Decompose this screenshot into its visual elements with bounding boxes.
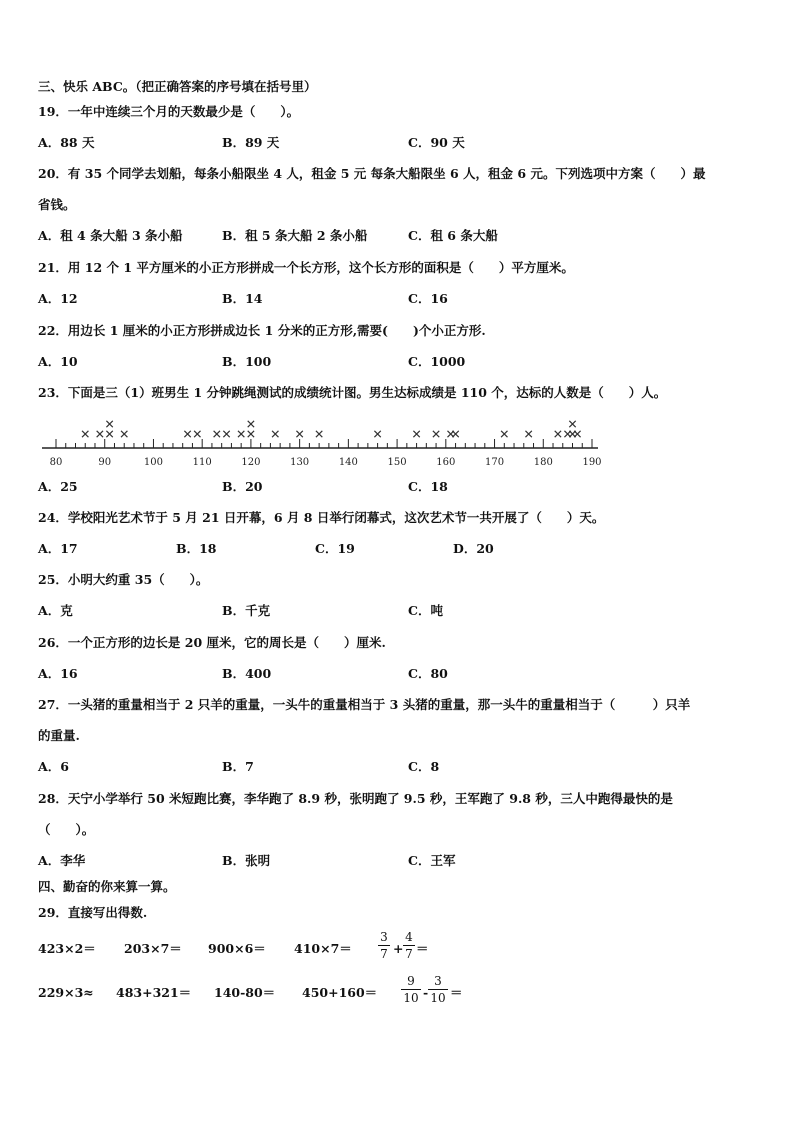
fraction-3-10 xyxy=(428,974,448,1005)
question-21-option-c: C．16 xyxy=(408,291,448,306)
tick-label: 110 xyxy=(192,457,212,468)
data-mark-x xyxy=(214,431,220,437)
calc-900x6: 900×6＝ xyxy=(208,941,266,956)
tick-label: 180 xyxy=(533,457,553,468)
question-27-option-b: B．7 xyxy=(222,759,254,774)
calc-410x7: 410×7＝ xyxy=(294,941,352,956)
question-20-stem-line1: 20．有 35 个同学去划船，每条小船限坐 4 人，租金 5 元 每条大船限坐 6 人，租金 6 元。下列选项中方案（ ）最 xyxy=(38,166,706,181)
question-24-option-a: A．17 xyxy=(38,541,78,556)
question-28-stem-line2: （ ）。 xyxy=(38,822,95,837)
tick-label: 170 xyxy=(484,457,505,468)
data-mark-x xyxy=(272,431,278,437)
question-22-option-c: C．1000 xyxy=(408,354,466,369)
data-mark-x xyxy=(452,431,458,437)
question-21-option-b: B．14 xyxy=(222,291,263,306)
calc-450+160: 450+160＝ xyxy=(302,985,378,1000)
fraction-9-10 xyxy=(401,974,421,1005)
question-26-option-b: B．400 xyxy=(222,666,272,681)
question-20-option-a: A．租 4 条大船 3 条小船 xyxy=(38,228,183,243)
question-25-option-b: B．千克 xyxy=(222,603,271,618)
calc-423x2: 423×2＝ xyxy=(38,941,96,956)
data-mark-x xyxy=(184,431,190,437)
minus-operator: - xyxy=(423,985,429,1000)
data-mark-x xyxy=(296,431,302,437)
calc-483+321: 483+321＝ xyxy=(116,985,192,1000)
data-mark-x xyxy=(106,421,112,427)
data-mark-x xyxy=(501,431,507,437)
calc-229x3: 229×3≈ xyxy=(38,985,94,1000)
equals-sign: ＝ xyxy=(416,941,429,956)
calc-140-80: 140-80＝ xyxy=(214,985,276,1000)
data-mark-x xyxy=(569,421,575,427)
fraction-4-7 xyxy=(403,930,415,961)
tick-label: 120 xyxy=(241,457,261,468)
calc-203x7: 203×7＝ xyxy=(124,941,182,956)
tick-label: 80 xyxy=(49,457,63,468)
question-22-option-a: A．10 xyxy=(38,354,78,369)
question-23-option-a: A．25 xyxy=(38,479,78,494)
question-27-option-a: A．6 xyxy=(38,759,69,774)
data-mark-x xyxy=(574,431,580,437)
question-21-stem: 21．用 12 个 1 平方厘米的小正方形拼成一个长方形，这个长方形的面积是（ ）平方厘米。 xyxy=(38,260,574,275)
question-22-stem: 22．用边长 1 厘米的小正方形拼成边长 1 分米的正方形,需要( )个小正方形. xyxy=(38,323,486,338)
question-21-option-a: A．12 xyxy=(38,291,78,306)
data-mark-x xyxy=(555,431,561,437)
question-20-option-b: B．租 5 条大船 2 条小船 xyxy=(222,228,368,243)
question-20-option-c: C．租 6 条大船 xyxy=(408,228,498,243)
question-19-option-b: B．89 天 xyxy=(222,135,280,150)
plus-operator: + xyxy=(393,941,404,956)
question-19-stem: 19．一年中连续三个月的天数最少是（ ）。 xyxy=(38,104,300,119)
data-mark-x xyxy=(433,431,439,437)
fraction-denominator: 10 xyxy=(403,991,419,1005)
question-19-option-a: A．88 天 xyxy=(38,135,95,150)
data-mark-x xyxy=(413,431,419,437)
tick-label: 130 xyxy=(290,457,310,468)
question-26-option-c: C．80 xyxy=(408,666,448,681)
section-3-title: 三、快乐 ABC。（把正确答案的序号填在括号里） xyxy=(38,79,317,94)
question-27-stem-line2: 的重量. xyxy=(38,728,80,743)
question-24-stem: 24．学校阳光艺术节于 5 月 21 日开幕，6 月 8 日举行闭幕式，这次艺术节一共开展了（ ）天。 xyxy=(38,510,605,525)
fraction-denominator: 10 xyxy=(430,991,446,1005)
question-24-option-d: D．20 xyxy=(453,541,494,556)
question-27-option-c: C．8 xyxy=(408,759,440,774)
question-28-option-b: B．张明 xyxy=(222,853,271,868)
question-29-stem: 29．直接写出得数. xyxy=(38,905,148,920)
fraction-3-7 xyxy=(378,930,390,961)
fraction-numerator: 4 xyxy=(405,930,413,944)
tick-label: 150 xyxy=(387,457,407,468)
data-mark-x xyxy=(106,431,112,437)
question-27-stem-line1: 27．一头猪的重量相当于 2 只羊的重量，一头牛的重量相当于 3 头猪的重量，那一头牛的重量相当于（ ）只羊 xyxy=(38,697,691,712)
jump-rope-dot-plot xyxy=(38,410,608,468)
section-4-title: 四、勤奋的你来算一算。 xyxy=(38,879,176,894)
question-26-option-a: A．16 xyxy=(38,666,78,681)
question-19-option-c: C．90 天 xyxy=(408,135,465,150)
tick-label: 140 xyxy=(338,457,358,468)
data-mark-x xyxy=(82,431,88,437)
question-23-option-b: B．20 xyxy=(222,479,263,494)
question-26-stem: 26．一个正方形的边长是 20 厘米，它的周长是（ ）厘米. xyxy=(38,635,386,650)
fraction-numerator: 3 xyxy=(434,974,442,988)
data-mark-x xyxy=(238,431,244,437)
question-25-option-a: A．克 xyxy=(38,603,73,618)
question-25-option-c: C．吨 xyxy=(408,603,443,618)
question-28-option-c: C．王军 xyxy=(408,853,456,868)
question-20-stem-line2: 省钱。 xyxy=(38,197,76,212)
question-24-option-c: C．19 xyxy=(315,541,355,556)
equals-sign: ＝ xyxy=(450,985,463,1000)
fraction-numerator: 9 xyxy=(407,974,415,988)
fraction-numerator: 3 xyxy=(380,930,388,944)
question-23-option-c: C．18 xyxy=(408,479,448,494)
question-28-stem-line1: 28．天宁小学举行 50 米短跑比赛，李华跑了 8.9 秒，张明跑了 9.5 秒，王军跑了 9.8 秒，三人中跑得最快的是 xyxy=(38,791,673,806)
data-mark-x xyxy=(525,431,531,437)
data-mark-x xyxy=(316,431,322,437)
question-22-option-b: B．100 xyxy=(222,354,272,369)
fraction-denominator: 7 xyxy=(405,947,413,961)
question-23-stem: 23．下面是三（1）班男生 1 分钟跳绳测试的成绩统计图。男生达标成绩是 110 个，达标的人数是（ ）人。 xyxy=(38,385,667,400)
data-mark-x xyxy=(97,431,103,437)
data-mark-x xyxy=(248,431,254,437)
tick-label: 190 xyxy=(582,457,602,468)
fraction-denominator: 7 xyxy=(380,947,388,961)
tick-label: 90 xyxy=(98,457,112,468)
data-mark-x xyxy=(194,431,200,437)
question-28-option-a: A．李华 xyxy=(38,853,86,868)
data-mark-x xyxy=(121,431,127,437)
tick-label: 100 xyxy=(143,457,164,468)
data-mark-x xyxy=(248,421,254,427)
question-25-stem: 25．小明大约重 35（ ）。 xyxy=(38,572,209,587)
tick-label: 160 xyxy=(436,457,456,468)
data-mark-x xyxy=(223,431,229,437)
question-24-option-b: B．18 xyxy=(176,541,217,556)
data-mark-x xyxy=(374,431,380,437)
